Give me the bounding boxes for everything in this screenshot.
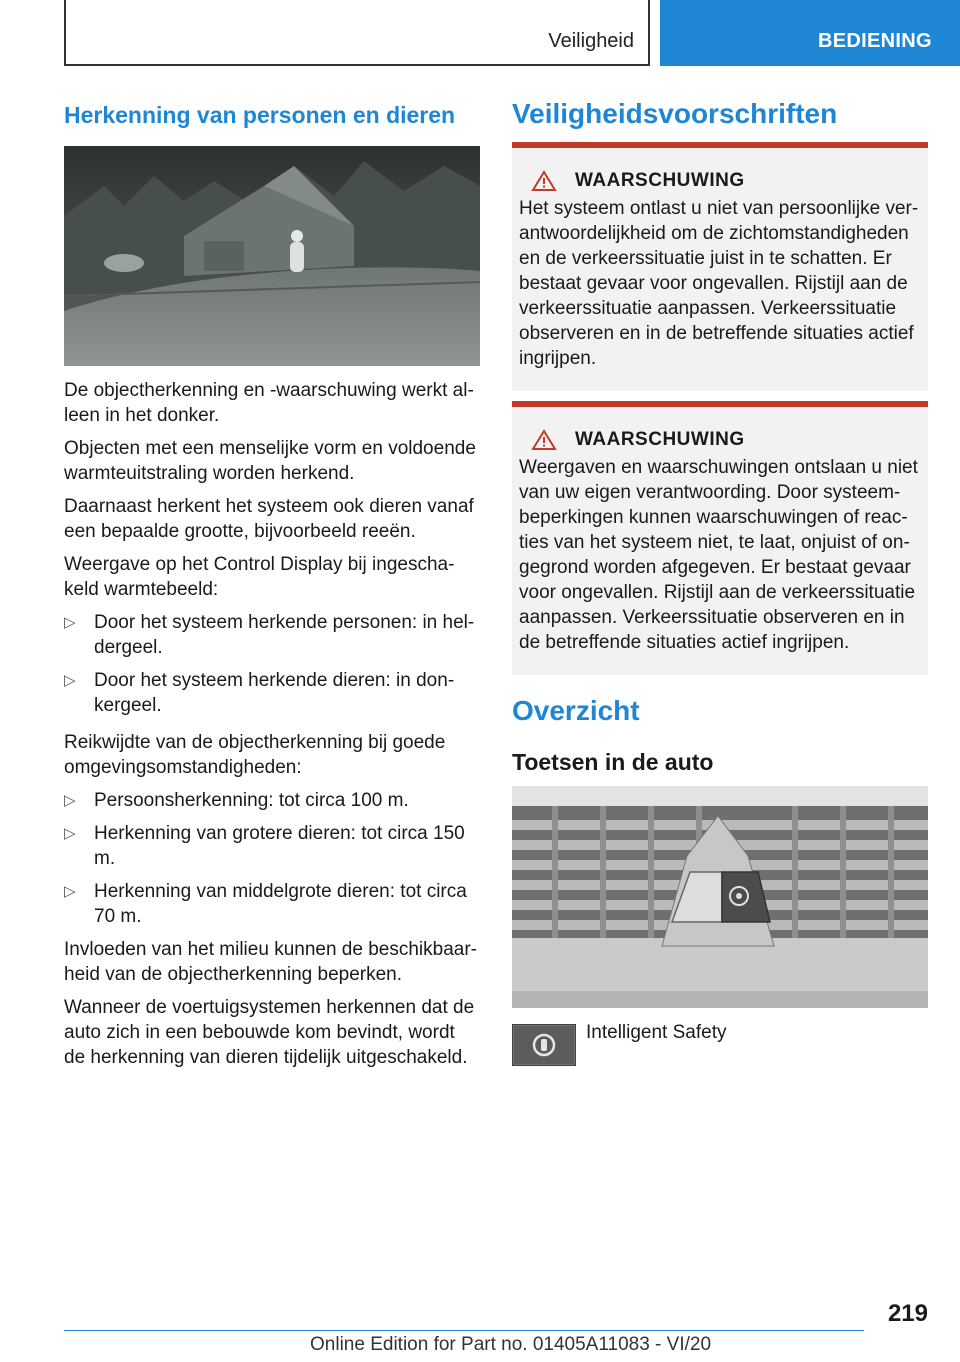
warning-triangle-icon xyxy=(531,429,557,451)
section-title-overview: Overzicht xyxy=(512,695,640,726)
page-number: 219 xyxy=(887,1300,928,1327)
paragraph-1: De objectherkenning en -waarschuwing werkt alleen in het donker. xyxy=(64,380,474,426)
left-column xyxy=(64,100,480,1078)
footer-divider xyxy=(64,1330,864,1331)
triangle-bullet-icon: ▷ xyxy=(64,825,76,842)
warning-box-2 xyxy=(512,401,928,675)
triangle-bullet-icon: ▷ xyxy=(64,792,76,809)
range-list xyxy=(64,788,480,929)
list-item: ▷ Door het systeem herkende personen: in heldergeel. xyxy=(64,612,475,658)
warning-triangle-icon xyxy=(531,170,557,192)
paragraph-2: Objecten met een menselijke vorm en voldoende warmteuitstraling worden herkend. xyxy=(64,438,476,484)
warning-box-1 xyxy=(512,142,928,391)
paragraph-3: Daarnaast herkent het systeem ook dieren vanaf een bepaalde grootte, bijvoorbeeld reeën. xyxy=(64,496,474,542)
warning-heading xyxy=(519,170,922,192)
warning-text: Weergaven en waarschuwingen ontslaan u niet van uw eigen verantwoording. Door systeembeperkingen kunnen waarschuwingen of reacties van het systeem niet, te laat, onjuist of ongegrond worden afgegeven. Er bestaat gevaar voor ongevallen. Rijstijl aan de verkeerssituatie aanpassen. Verkeerssituatie observeren en in de betreffende situaties actief ingrijpen. xyxy=(519,457,918,653)
header-section-box xyxy=(64,0,650,66)
list-item: ▷ Herkenning van middelgrote dieren: tot circa 70 m. xyxy=(64,881,467,927)
night-vision-image xyxy=(64,146,480,366)
intelligent-safety-button-icon xyxy=(512,1024,576,1066)
paragraph-4: Weergave op het Control Display bij ingeschakeld warmtebeeld: xyxy=(64,554,455,600)
list-item: ▷ Herkenning van grotere dieren: tot circa 150 m. xyxy=(64,823,465,869)
warning-text: Het systeem ontlast u niet van persoonlijke verantwoordelijkheid om de zichtomstandigheden en de verkeerssituatie juist in te schatten. Er bestaat gevaar voor ongevallen. Rijstijl aan de verkeerssituatie aanpassen. Verkeerssituatie observeren en in de betreffende situaties actief ingrijpen. xyxy=(519,198,919,369)
warning-label: WAARSCHUWING xyxy=(575,429,745,450)
key-label: Intelligent Safety xyxy=(586,1022,727,1043)
footer-edition: Online Edition for Part no. 01405A11083 - VI/20 xyxy=(310,1334,712,1355)
list-item: ▷ Persoonsherkenning: tot circa 100 m. xyxy=(64,790,409,811)
key-row xyxy=(512,1024,928,1066)
section-title-safety: Veiligheidsvoorschriften xyxy=(512,98,838,129)
dashboard-button-image xyxy=(512,786,928,1008)
paragraph-5: Reikwijdte van de objectherkenning bij goede omgevingsomstandigheden: xyxy=(64,732,446,778)
header-chapter-title: BEDIENING xyxy=(818,30,932,52)
paragraph-7: Wanneer de voertuigsystemen herkennen dat de auto zich in een bebouwde kom bevindt, wordt de herkenning van dieren tijdelijk uitgeschakeld. xyxy=(64,997,475,1068)
section-title-recognition: Herkenning van personen en dieren xyxy=(64,102,456,128)
right-column xyxy=(512,100,928,1066)
warning-label: WAARSCHUWING xyxy=(575,170,745,191)
warning-heading xyxy=(519,429,922,451)
header-section-title: Veiligheid xyxy=(548,30,634,52)
triangle-bullet-icon: ▷ xyxy=(64,883,76,900)
paragraph-6: Invloeden van het milieu kunnen de beschikbaarheid van de objectherkenning beperken. xyxy=(64,939,477,985)
triangle-bullet-icon: ▷ xyxy=(64,672,76,689)
display-list xyxy=(64,610,480,718)
triangle-bullet-icon: ▷ xyxy=(64,614,76,631)
subsection-title-keys: Toetsen in de auto xyxy=(512,749,714,775)
list-item: ▷ Door het systeem herkende dieren: in donkergeel. xyxy=(64,670,455,716)
